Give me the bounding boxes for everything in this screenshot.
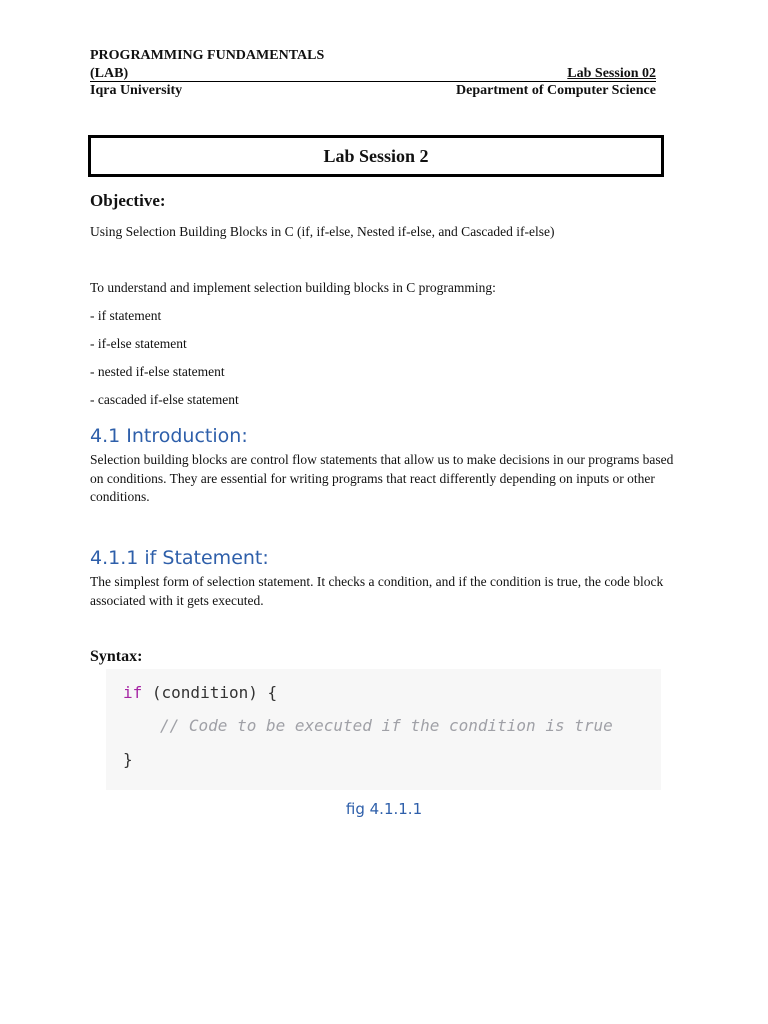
- code-comment: // Code to be executed if the condition is true: [160, 716, 613, 735]
- code-block: [106, 669, 661, 790]
- code-condition: (condition) {: [142, 683, 278, 702]
- figure-caption: fig 4.1.1.1: [345, 800, 423, 818]
- header-department: Department of Computer Science: [456, 83, 656, 98]
- objective-heading: Objective:: [90, 191, 166, 210]
- header-session: Lab Session 02: [567, 66, 656, 81]
- introduction-text: Selection building blocks are control flow statements that allow us to make decisions in our programs based on conditions. They are essential for writing programs that react differently depending on inputs or other conditions.: [90, 452, 674, 504]
- code-line-close: }: [123, 750, 133, 769]
- header-course: PROGRAMMING FUNDAMENTALS: [90, 48, 325, 63]
- header-row-institution: [90, 83, 656, 101]
- list-item: - nested if-else statement: [90, 364, 225, 379]
- code-keyword: if: [123, 683, 143, 702]
- list-item: - cascaded if-else statement: [90, 392, 239, 407]
- header-university: Iqra University: [90, 83, 183, 98]
- goal-text: To understand and implement selection building blocks in C programming:: [90, 280, 496, 295]
- if-statement-heading: 4.1.1 if Statement:: [90, 547, 269, 569]
- header-course-suffix: (LAB): [90, 66, 129, 81]
- syntax-heading: Syntax:: [90, 648, 143, 665]
- header-row: [90, 66, 656, 82]
- code-line-open: [123, 683, 277, 702]
- page-title: Lab Session 2: [88, 135, 664, 177]
- if-statement-text: The simplest form of selection statement. It checks a condition, and if the condition is true, the code block associated with it gets executed.: [90, 574, 664, 608]
- list-item: - if-else statement: [90, 336, 187, 351]
- objective-text: Using Selection Building Blocks in C (if, if-else, Nested if-else, and Cascaded if-else): [90, 224, 555, 239]
- document-page: [90, 0, 674, 1024]
- introduction-heading: 4.1 Introduction:: [90, 425, 248, 447]
- list-item: - if statement: [90, 308, 162, 323]
